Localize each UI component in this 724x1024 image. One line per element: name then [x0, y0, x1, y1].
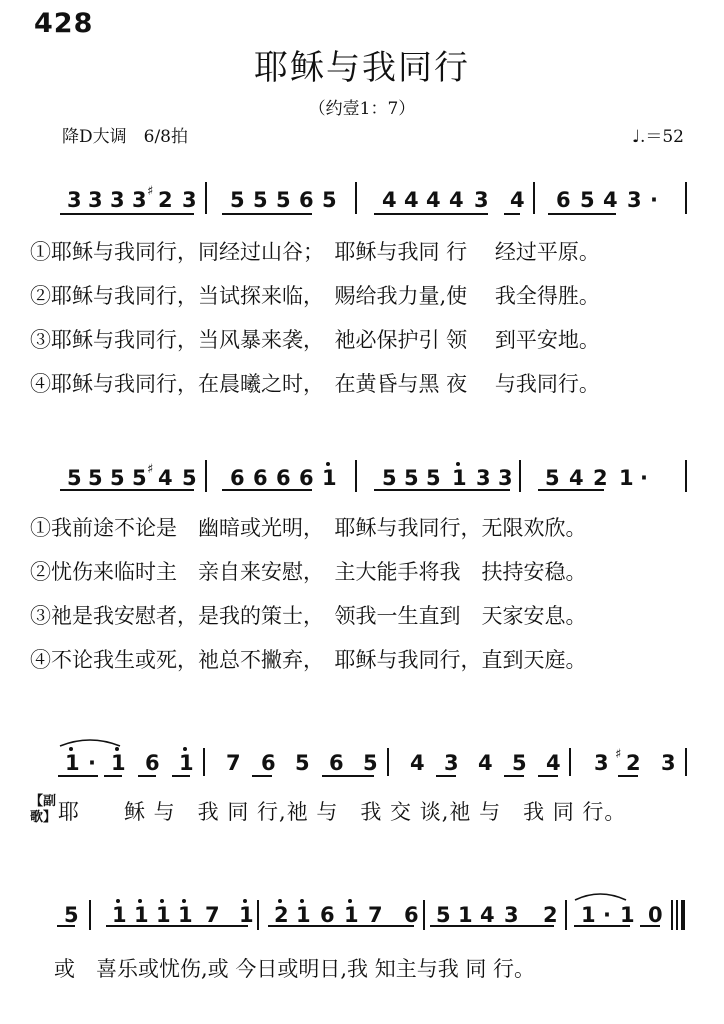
row3-note-6: 6	[261, 751, 276, 775]
row3-note-1: ·	[88, 751, 96, 775]
row4-high-octave-dot-3	[160, 899, 164, 903]
final-lyric: 或 喜乐或忧伤,或 今日或明日,我 知主与我 同 行。	[54, 957, 536, 981]
row4-high-octave-dot-8	[300, 899, 304, 903]
verse-line-1-2: ②耶稣与我同行，当试探来临， 赐给我力量,使 我全得胜。	[30, 284, 600, 308]
verse-line-1-1: ①耶稣与我同行，同经过山谷； 耶稣与我同 行 经过平原。	[30, 240, 600, 264]
notation-row-1	[67, 184, 658, 212]
row3-note-0: 1	[65, 751, 80, 775]
row2-note-10: 6	[299, 466, 314, 490]
row2-note-22: ·	[640, 466, 648, 490]
row3-note-10: 4	[410, 751, 425, 775]
notation-row-3	[65, 747, 676, 775]
row4-note-17: 2	[543, 903, 558, 927]
row2-note-20: 2	[593, 466, 608, 490]
page-number: 428	[34, 8, 94, 39]
verse-line-1-4: ④耶稣与我同行，在晨曦之时， 在黄昏与黑 夜 与我同行。	[30, 372, 600, 396]
row1-note-8: 5	[253, 188, 268, 212]
row4-note-6: 1	[239, 903, 254, 927]
row2-note-11: 1	[322, 466, 337, 490]
row1-note-1: 3	[88, 188, 103, 212]
row1-note-14: 4	[426, 188, 441, 212]
row4-note-12: 6	[404, 903, 419, 927]
row4-note-2: 1	[134, 903, 149, 927]
row4-note-11: 7	[368, 903, 383, 927]
row2-note-21: 1	[619, 466, 634, 490]
row3-note-8: 6	[329, 751, 344, 775]
row4-note-14: 1	[458, 903, 473, 927]
scripture-reference: （约壹1：7）	[308, 99, 416, 119]
row3-high-octave-dot-0	[69, 747, 73, 751]
row3-note-12: 4	[478, 751, 493, 775]
chorus-badge: 【副歌】	[30, 794, 57, 825]
row1-note-17: 4	[510, 188, 525, 212]
row1-note-20: 4	[603, 188, 618, 212]
row4-note-8: 1	[296, 903, 311, 927]
row2-note-1: 5	[88, 466, 103, 490]
verse-line-2-1: ①我前途不论是 幽暗或光明， 耶稣与我同行，无限欢欣。	[30, 516, 587, 540]
tie-arc-row-3	[60, 740, 120, 746]
notation-row-2	[67, 462, 648, 490]
row1-note-3: 3	[132, 188, 147, 212]
key-signature: 降D大调 6/8拍	[62, 127, 188, 147]
row2-note-16: 3	[476, 466, 491, 490]
row1-note-6: 3	[182, 188, 197, 212]
row1-note-13: 4	[404, 188, 419, 212]
row3-note-3: 6	[145, 751, 160, 775]
row4-note-7: 2	[274, 903, 289, 927]
song-title: 耶稣与我同行	[254, 48, 470, 88]
notation-row-4	[64, 899, 663, 927]
row1-note-0: 3	[67, 188, 82, 212]
row1-note-21: 3	[627, 188, 642, 212]
row3-note-18: 3	[661, 751, 676, 775]
row3-note-14: 4	[546, 751, 561, 775]
row2-note-12: 5	[382, 466, 397, 490]
verse-line-2-3: ③祂是我安慰者，是我的策士， 领我一生直到 天家安息。	[30, 604, 587, 628]
row2-note-9: 6	[276, 466, 291, 490]
chorus-lyric: 耶 稣 与 我 同 行,祂 与 我 交 谈,祂 与 我 同 行。	[58, 800, 627, 824]
row3-note-16: ♯	[615, 747, 622, 762]
row2-note-6: 5	[182, 466, 197, 490]
verse-line-2-2: ②忧伤来临时主 亲自来安慰， 主大能手将我 扶持安稳。	[30, 560, 587, 584]
row2-note-3: 5	[132, 466, 147, 490]
final-barline	[677, 900, 683, 930]
row4-note-4: 1	[178, 903, 193, 927]
row4-high-octave-dot-7	[278, 899, 282, 903]
row1-note-5: 2	[158, 188, 173, 212]
row3-high-octave-dot-4	[183, 747, 187, 751]
row4-note-20: 1	[620, 903, 635, 927]
verse-line-1-3: ③耶稣与我同行，当风暴来袭， 祂必保护引 领 到平安地。	[30, 328, 600, 352]
row4-note-1: 1	[112, 903, 127, 927]
row1-note-9: 5	[276, 188, 291, 212]
row2-note-19: 4	[569, 466, 584, 490]
row4-note-19: ·	[603, 903, 611, 927]
row4-note-3: 1	[156, 903, 171, 927]
row1-note-4: ♯	[147, 184, 154, 199]
row4-note-15: 4	[480, 903, 495, 927]
row3-note-7: 5	[295, 751, 310, 775]
row3-note-11: 3	[444, 751, 459, 775]
row3-note-2: 1	[111, 751, 126, 775]
row2-high-octave-dot-15	[456, 462, 460, 466]
row1-note-19: 5	[580, 188, 595, 212]
row2-note-0: 5	[67, 466, 82, 490]
row4-high-octave-dot-1	[116, 899, 120, 903]
tempo-marking: ♩.＝52	[631, 127, 684, 147]
row2-note-7: 6	[230, 466, 245, 490]
row4-high-octave-dot-2	[138, 899, 142, 903]
row2-note-8: 6	[253, 466, 268, 490]
row4-note-0: 5	[64, 903, 79, 927]
row4-note-5: 7	[205, 903, 220, 927]
row1-note-22: ·	[650, 188, 658, 212]
row3-note-17: 2	[626, 751, 641, 775]
row2-note-5: 4	[158, 466, 173, 490]
row2-note-4: ♯	[147, 462, 154, 477]
row1-note-10: 6	[299, 188, 314, 212]
row1-note-12: 4	[382, 188, 397, 212]
row1-note-15: 4	[449, 188, 464, 212]
tie-arc-row-4	[575, 894, 626, 900]
row2-note-15: 1	[452, 466, 467, 490]
row4-high-octave-dot-6	[243, 899, 247, 903]
row1-note-11: 5	[322, 188, 337, 212]
row4-high-octave-dot-4	[182, 899, 186, 903]
row3-note-15: 3	[594, 751, 609, 775]
row4-note-10: 1	[344, 903, 359, 927]
row4-note-13: 5	[436, 903, 451, 927]
verse-line-2-4: ④不论我生或死，祂总不撇弃， 耶稣与我同行，直到天庭。	[30, 648, 587, 672]
row2-note-17: 3	[498, 466, 513, 490]
row1-note-7: 5	[230, 188, 245, 212]
row2-note-18: 5	[545, 466, 560, 490]
row1-note-18: 6	[556, 188, 571, 212]
row2-note-13: 5	[404, 466, 419, 490]
row2-note-14: 5	[426, 466, 441, 490]
row4-note-21: 0	[648, 903, 663, 927]
row1-note-2: 3	[110, 188, 125, 212]
row4-note-9: 6	[320, 903, 335, 927]
row1-note-16: 3	[474, 188, 489, 212]
row3-high-octave-dot-2	[115, 747, 119, 751]
row4-note-16: 3	[504, 903, 519, 927]
row3-note-13: 5	[512, 751, 527, 775]
row4-note-18: 1	[581, 903, 596, 927]
row3-note-4: 1	[179, 751, 194, 775]
row3-note-9: 5	[363, 751, 378, 775]
row4-high-octave-dot-10	[348, 899, 352, 903]
row2-note-2: 5	[110, 466, 125, 490]
row3-note-5: 7	[226, 751, 241, 775]
row2-high-octave-dot-11	[326, 462, 330, 466]
